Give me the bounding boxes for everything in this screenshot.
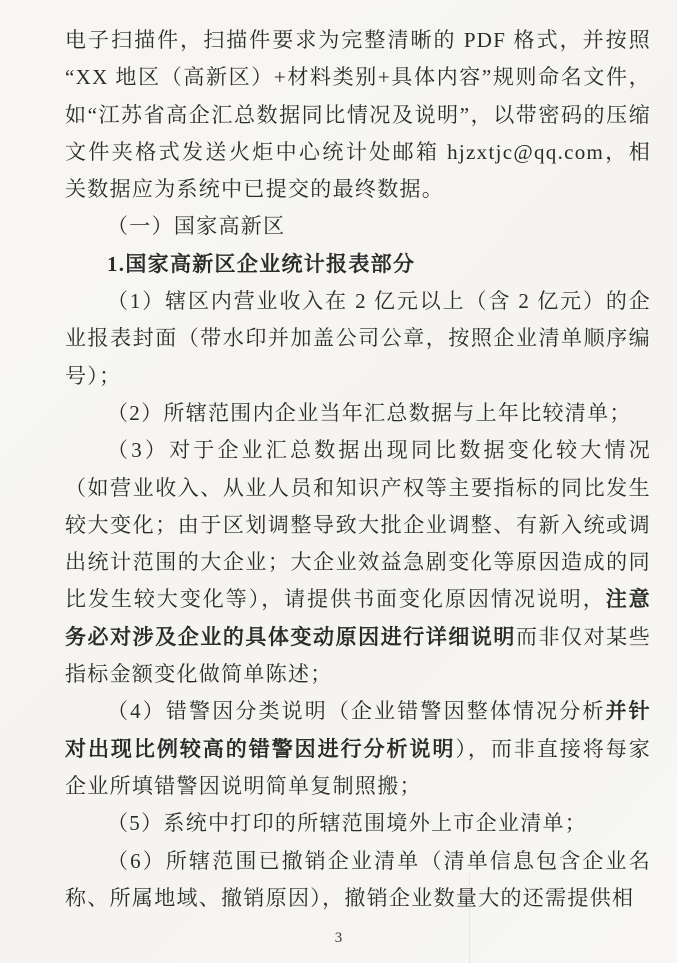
list-item-1 [65, 283, 651, 395]
list-item-2 [65, 395, 651, 432]
list-item-6 [65, 843, 651, 918]
text-segment: ），而非直接将每家企业所填错警因说明简单复制照搬； [65, 736, 651, 798]
document-text-block [65, 22, 651, 917]
text-segment: （5）系统中打印的所辖范围境外上市企业清单； [107, 811, 588, 836]
text-segment: 1.国家高新区企业统计报表部分 [107, 251, 416, 276]
list-item-4 [65, 693, 651, 805]
text-segment: 并针对出现比例较高的错警因进行分析说明 [65, 699, 651, 761]
page-number: 3 [334, 930, 343, 946]
text-segment: （1）辖区内营业收入在 2 亿元以上（含 2 亿元）的企业报表封面（带水印并加盖公司公章，按照企业清单顺序编号）； [65, 289, 651, 388]
subsection-heading [65, 246, 651, 283]
list-item-5 [65, 805, 651, 842]
text-segment: 注意务必对涉及企业的具体变动原因进行详细说明 [65, 587, 651, 649]
text-segment: （6）所辖范围已撤销企业清单（清单信息包含企业名称、所属地域、撤销原因），撤销企业数量大的还需提供相 [65, 848, 651, 910]
paragraph-body-continuation [65, 22, 651, 208]
text-segment: 而非仅对某些指标金额变化做简单陈述； [65, 624, 651, 687]
section-heading [65, 208, 651, 245]
scan-artifact-line [469, 873, 470, 963]
text-segment: （一）国家高新区 [107, 214, 286, 239]
text-segment: 电子扫描件，扫描件要求为完整清晰的 PDF 格式，并按照“XX 地区（高新区）+材料类别+具体内容”规则命名文件，如“江苏省高企汇总数据同比情况及说明”，以带密码的压缩文件夹格式发送火炬中心统计处邮箱 hjzxtjc@qq.com，相关数据应为系统中已提交的最终数据。 [65, 28, 651, 202]
text-segment: （3）对于企业汇总数据出现同比数据变化较大情况（如营业收入、从业人员和知识产权等主要指标的同比发生较大变化；由于区划调整导致大批企业调整、有新入统或调出统计范围的大企业；大企业效益急剧变化等原因造成的同比发生较大变化等），请提供书面变化原因情况说明， [65, 438, 651, 612]
text-segment: （2）所辖范围内企业当年汇总数据与上年比较清单； [107, 400, 632, 425]
text-segment: （4）错警因分类说明（企业错警因整体情况分析 [107, 699, 606, 724]
list-item-3 [65, 432, 651, 693]
